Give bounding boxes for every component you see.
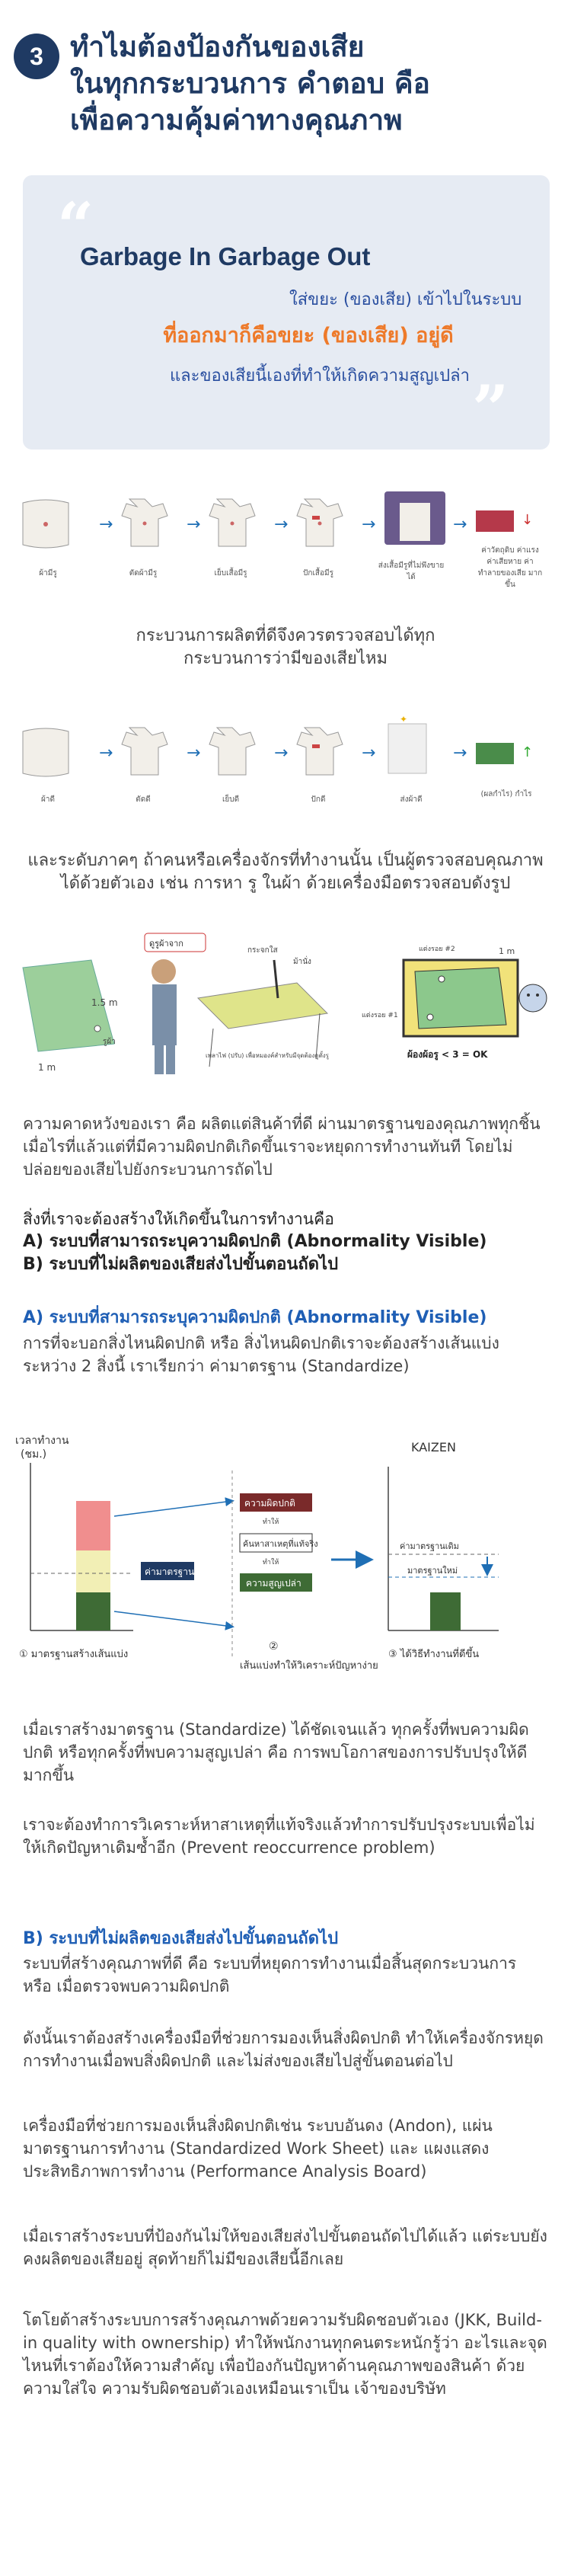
svg-text:↑: ↑ [522, 744, 534, 760]
svg-text:→: → [453, 515, 467, 534]
svg-text:1.5 m: 1.5 m [91, 997, 118, 1008]
svg-text:รูผ้า: รูผ้า [103, 1038, 116, 1046]
paragraph-andon: เครื่องมือที่ช่วยการมองเห็นสิ่งผิดปกติเช่น ระบบอันดง (Andon), แผ่นมาตรฐานการทำงาน (Standardized Work Sheet) และ แผงแสดงประสิทธิภาพการทำงาน (Performance Analysis Board) [23, 2117, 493, 2181]
svg-text:→: → [274, 744, 289, 763]
svg-text:ค่ามาตรฐาน: ค่ามาตรฐาน [145, 1566, 195, 1577]
standardize-diagram [11, 1429, 560, 1695]
cloth-icon [23, 500, 69, 548]
shirt-icon [122, 728, 167, 775]
paragraph-intro: สิ่งที่เราจะต้องสร้างให้เกิดขึ้นในการทำงานคือ [23, 1210, 334, 1228]
svg-text:→: → [362, 744, 376, 763]
step-label: ส่งผ้าดี [400, 795, 423, 804]
svg-text:→: → [99, 515, 113, 534]
stacked-bar [76, 1501, 110, 1630]
step-label: ผ้ามีรู [39, 569, 57, 578]
caption-1: กระบวนการผลิตที่ดีจึงควรตรวจสอบได้ทุกกระบวนการว่ามีของเสียไหม [136, 626, 435, 668]
list-item-a: A) ระบบที่สามารถระบุความผิดปกติ (Abnormality Visible) [23, 1232, 487, 1251]
svg-text:→: → [274, 515, 289, 534]
svg-text:แต่งรอย #1: แต่งรอย #1 [362, 1012, 398, 1019]
svg-text:ม้านั่ง: ม้านั่ง [293, 958, 311, 966]
svg-text:① มาตรฐานสร้างเส้นแบ่ง: ① มาตรฐานสร้างเส้นแบ่ง [19, 1649, 129, 1660]
shirt-icon [297, 728, 343, 775]
paragraph-jkk: โตโยต้าสร้างระบบการสร้างคุณภาพด้วยความรับผิดชอบตัวเอง (JKK, Build-in quality with ownership) ทำให้พนักงานทุกคนตระหนักรู้ว่า อะไรและจุดไหนที่เราต้องให้ความสำคัญ เพื่อป้องกันปัญหาด้านคุณภาพของสินค้า ด้วยความใส่ใจ ความรับผิดชอบตัวเองเหมือนเราเป็น เจ้าของบริษัท [23, 2311, 547, 2398]
section-a-title: A) ระบบที่สามารถระบุความผิดปกติ (Abnormality Visible) [23, 1308, 487, 1327]
svg-text:กระจกใส: กระจกใส [247, 946, 278, 955]
worker-figure [152, 959, 177, 1074]
step-label: ตัดดี [136, 795, 151, 804]
svg-text:③ ได้วิธีทำงานที่ดีขึ้น: ③ ได้วิธีทำงานที่ดีขึ้น [388, 1649, 480, 1660]
svg-text:ผ้องผ้อรู < 3 = OK: ผ้องผ้อรู < 3 = OK [407, 1049, 488, 1060]
step-label: ปักเสื้อมีรู [303, 569, 333, 578]
money-icon [476, 743, 533, 764]
shirt-bag-icon [388, 716, 426, 773]
svg-text:ทำให้: ทำให้ [263, 1559, 279, 1566]
svg-text:1 m: 1 m [38, 1062, 56, 1073]
section-b-body: ระบบที่สร้างคุณภาพที่ดี คือ ระบบที่หยุดการทำงานเมื่อสิ้นสุดกระบวนการ หรือ เมื่อตรวจพบความผิดปกติ [23, 1954, 517, 1995]
svg-text:ความสูญเปล่า: ความสูญเปล่า [246, 1578, 301, 1589]
step-label: ส่งเสื้อมีรูที่ไม่พึงขายได้ [378, 562, 445, 581]
paragraph-expectation: ความคาดหวังของเรา คือ ผลิตแต่สินค้าที่ดี ผ่านมาตรฐานของคุณภาพทุกชิ้น เมื่อไรที่แล้วแต่ที่มีความผิดปกติเกิดขึ้นเราจะหยุดการทำงานทันที โดยไม่ปล่อยของเสียไปยังกระบวนการถัดไป [23, 1115, 541, 1179]
abnormal-box [240, 1493, 312, 1512]
open-quote-icon: “ [57, 188, 94, 264]
svg-text:ความผิดปกติ: ความผิดปกติ [244, 1498, 295, 1509]
waste-box [240, 1573, 312, 1592]
speech-bubble [145, 933, 206, 952]
svg-text:1 m: 1 m [499, 946, 515, 956]
caption-2: และระดับภาคๆ ถ้าคนหรือเครื่องจักรที่ทำงานนั้น เป็นผู้ตรวจสอบคุณภาพได้ด้วยตัวเอง เช่น การหา รู ในผ้า ด้วยเครื่องมือตรวจสอบดังรูป [27, 851, 544, 893]
paragraph-tools: ดังนั้นเราต้องสร้างเครื่องมือที่ช่วยการมองเห็นสิ่งผิดปกติ ทำให้เครื่องจักรหยุดการทำงานเมื่อพบสิ่งผิดปกติ และไม่ส่งของเสียไปสู่ขั้นตอนต่อไป [23, 2029, 544, 2070]
svg-text:ค่ามาตรฐานเดิม: ค่ามาตรฐานเดิม [400, 1541, 459, 1551]
svg-text:②: ② [269, 1640, 279, 1653]
paragraph-standardize: เมื่อเราสร้างมาตรฐาน (Standardize) ได้ชัดเจนแล้ว ทุกครั้งที่พบความผิดปกติ หรือทุกครั้งที่พบความสูญเปล่า คือ การพบโอกาสของการปรับปรุงให้ดีมากขึ้น [23, 1720, 529, 1784]
svg-text:เส้นแบ่งทำให้วิเคราะห์ปัญหาง่า: เส้นแบ่งทำให้วิเคราะห์ปัญหาง่าย [240, 1660, 378, 1672]
section-a-body: การที่จะบอกสิ่งไหนผิดปกติ หรือ สิ่งไหนผิดปกติเราจะต้องสร้างเส้นแบ่งระหว่าง 2 สิ่งนี้ เราเรียกว่า ค่ามาตรฐาน (Standardize) [23, 1334, 499, 1375]
svg-text:แต่งรอย #2: แต่งรอย #2 [419, 946, 455, 953]
standard-box [141, 1562, 194, 1580]
quote-title: Garbage In Garbage Out [80, 242, 371, 270]
step-label: ปักดี [311, 795, 326, 804]
money-icon [476, 510, 533, 532]
svg-text:✦: ✦ [400, 716, 408, 725]
page-title [70, 29, 557, 139]
shirt-icon [209, 728, 255, 775]
shirt-icon [297, 499, 343, 546]
svg-text:ค้นหาสาเหตุที่แท้จริง: ค้นหาสาเหตุที่แท้จริง [243, 1539, 318, 1549]
paragraph-prevent-waste: เมื่อเราสร้างระบบที่ป้องกันไม่ให้ของเสียส่งไปขั้นตอนถัดไปได้แล้ว แต่ระบบยังคงผลิตของเสียอยู่ สุดท้ายก็ไม่มีของเสียนี้อีกเลย [23, 2227, 547, 2268]
y-axis-label-2: (ชม.) [21, 1448, 47, 1461]
section-number-badge: 3 [14, 34, 59, 79]
svg-text:KAIZEN: KAIZEN [411, 1440, 456, 1454]
title-line-2: ในทุกกระบวนการ คำตอบ คือ [70, 67, 430, 100]
svg-text:↓: ↓ [522, 512, 534, 528]
step-label: ผ้าดี [41, 795, 55, 804]
quote-line-4: และของเสียนี้เองที่ทำให้เกิดความสูญเปล่า [170, 366, 470, 386]
inspection-illustration [15, 930, 556, 1082]
shirt-icon [209, 499, 255, 546]
y-axis-label-1: เวลาทำงาน [15, 1435, 69, 1447]
svg-text:เวลาทำงาน (ชม.) [15, 1435, 72, 1461]
section-b-title: B) ระบบที่ไม่ผลิตของเสียส่งไปขั้นตอนถัดไป [23, 1929, 339, 1948]
shirt-rack-icon [384, 491, 445, 545]
svg-text:ดูรูผ้าจาก: ดูรูผ้าจาก [149, 939, 183, 949]
step-label: เย็บดี [222, 795, 240, 804]
svg-text:→: → [99, 744, 113, 763]
svg-text:→: → [453, 744, 467, 763]
inspection-frame [404, 960, 518, 1036]
quote-highlight: ที่ออกมาก็คือขยะ (ของเสีย) อยู่ดี [163, 324, 454, 347]
step-label: ค่าวัตถุดิบ ค่าแรง ค่าเสียหาย ค่าทำลายของเสีย มากขึ้น [477, 546, 543, 589]
step-label: (ผลกำไร) กำไร [480, 790, 532, 798]
step-label: ตัดผ้ามีรู [129, 569, 158, 578]
quote-card [23, 175, 550, 450]
close-quote-icon: ” [472, 371, 509, 446]
quote-line-3 [72, 318, 544, 351]
list-item-b: B) ระบบที่ไม่ผลิตของเสียส่งไปขั้นตอนถัดไป [23, 1255, 339, 1274]
title-line-1: ทำไมต้องป้องกันของเสีย [70, 30, 365, 63]
light-table [198, 960, 327, 1067]
title-line-3: เพื่อความคุ้มค่าทางคุณภาพ [70, 104, 403, 136]
svg-text:→: → [362, 515, 376, 534]
svg-text:ทำให้: ทำให้ [263, 1518, 279, 1526]
quote-line-2: ใส่ขยะ (ของเสีย) เข้าไปในระบบ [289, 290, 522, 309]
paragraph-prevent: เราจะต้องทำการวิเคราะห์หาสาเหตุที่แท้จริงแล้วทำการปรับปรุงระบบเพื่อไม่ให้เกิดปัญหาเดิมซ้ำอีก (Prevent reoccurrence problem) [23, 1816, 535, 1857]
shirt-icon [122, 499, 167, 546]
cause-box [240, 1534, 318, 1552]
step-label: เย็บเสื้อมีรู [214, 569, 247, 578]
svg-text:มาตรฐานใหม่: มาตรฐานใหม่ [407, 1566, 458, 1576]
cloth-icon [23, 728, 69, 776]
svg-text:→: → [187, 515, 201, 534]
improved-bar [430, 1592, 461, 1630]
svg-text:เพลาไฟ (ปรับ) เพื่อหมองค์สำหรั: เพลาไฟ (ปรับ) เพื่อหมองค์สำหรับมีจุดต้องดูตั้งรู [206, 1052, 329, 1059]
character-face-icon [519, 984, 547, 1012]
svg-text:→: → [187, 744, 201, 763]
